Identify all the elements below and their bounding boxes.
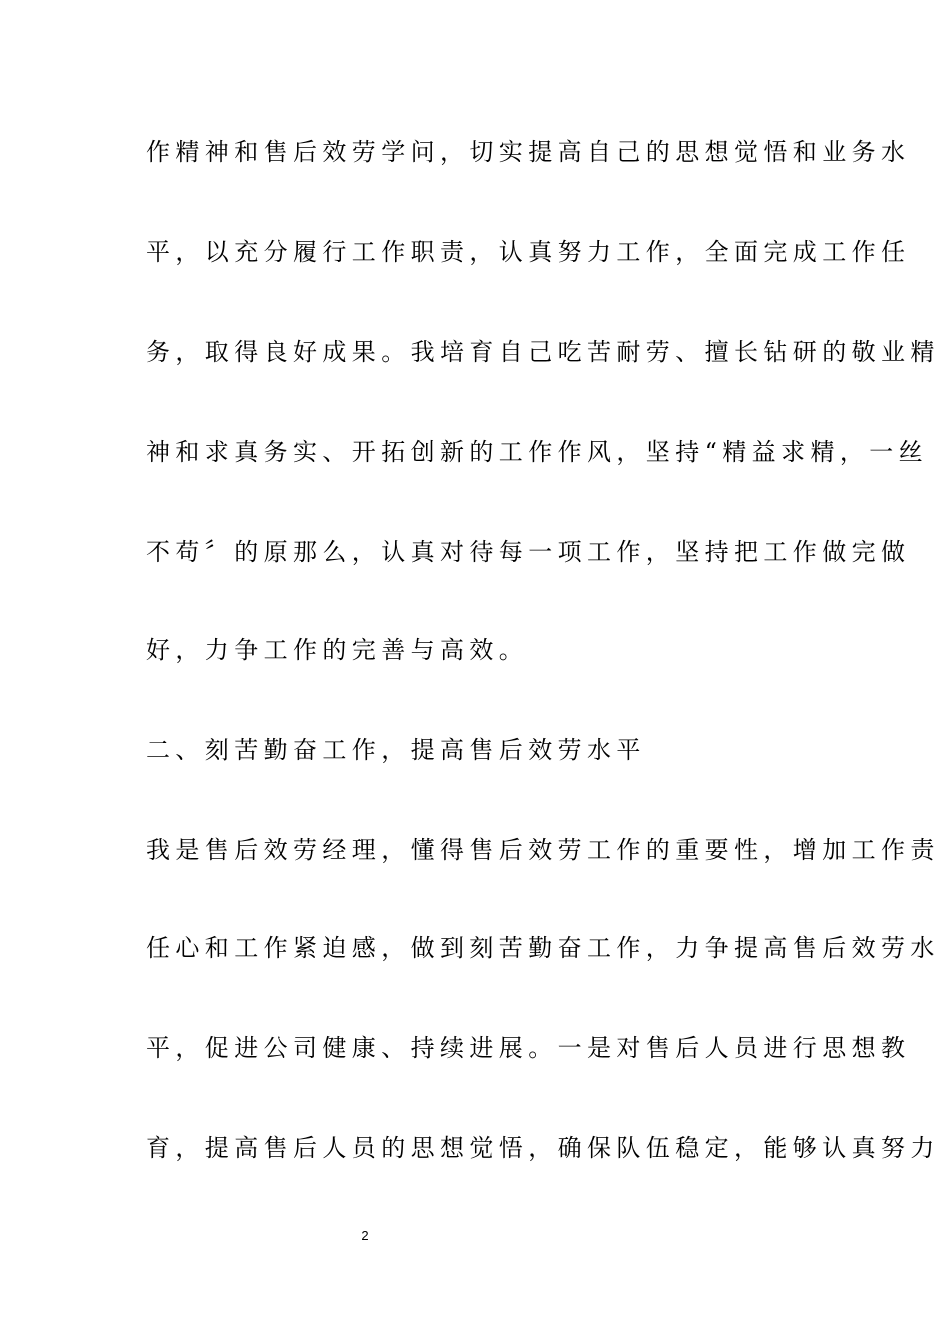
text-line: 任心和工作紧迫感，做到刻苦勤奋工作，力争提高售后效劳水 xyxy=(146,934,940,962)
section-heading: 二、刻苦勤奋工作，提高售后效劳水平 xyxy=(146,736,646,764)
text-line: 务，取得良好成果。我培育自己吃苦耐劳、擅长钻研的敬业精 xyxy=(146,338,940,366)
text-line: 不苟〞的原那么，认真对待每一项工作，坚持把工作做完做 xyxy=(146,538,911,566)
text-line: 作精神和售后效劳学问，切实提高自己的思想觉悟和业务水 xyxy=(146,138,911,166)
text-line: 平，促进公司健康、持续进展。一是对售后人员进行思想教 xyxy=(146,1034,911,1062)
text-line: 好，力争工作的完善与高效。 xyxy=(146,636,529,664)
text-line: 育，提高售后人员的思想觉悟，确保队伍稳定，能够认真努力 xyxy=(146,1134,940,1162)
text-line: 平，以充分履行工作职责，认真努力工作，全面完成工作任 xyxy=(146,238,911,266)
page-number: 2 xyxy=(361,1228,369,1243)
text-line: 神和求真务实、开拓创新的工作作风，坚持“精益求精，一丝 xyxy=(146,438,929,466)
text-line: 我是售后效劳经理，懂得售后效劳工作的重要性，增加工作责 xyxy=(146,836,940,864)
